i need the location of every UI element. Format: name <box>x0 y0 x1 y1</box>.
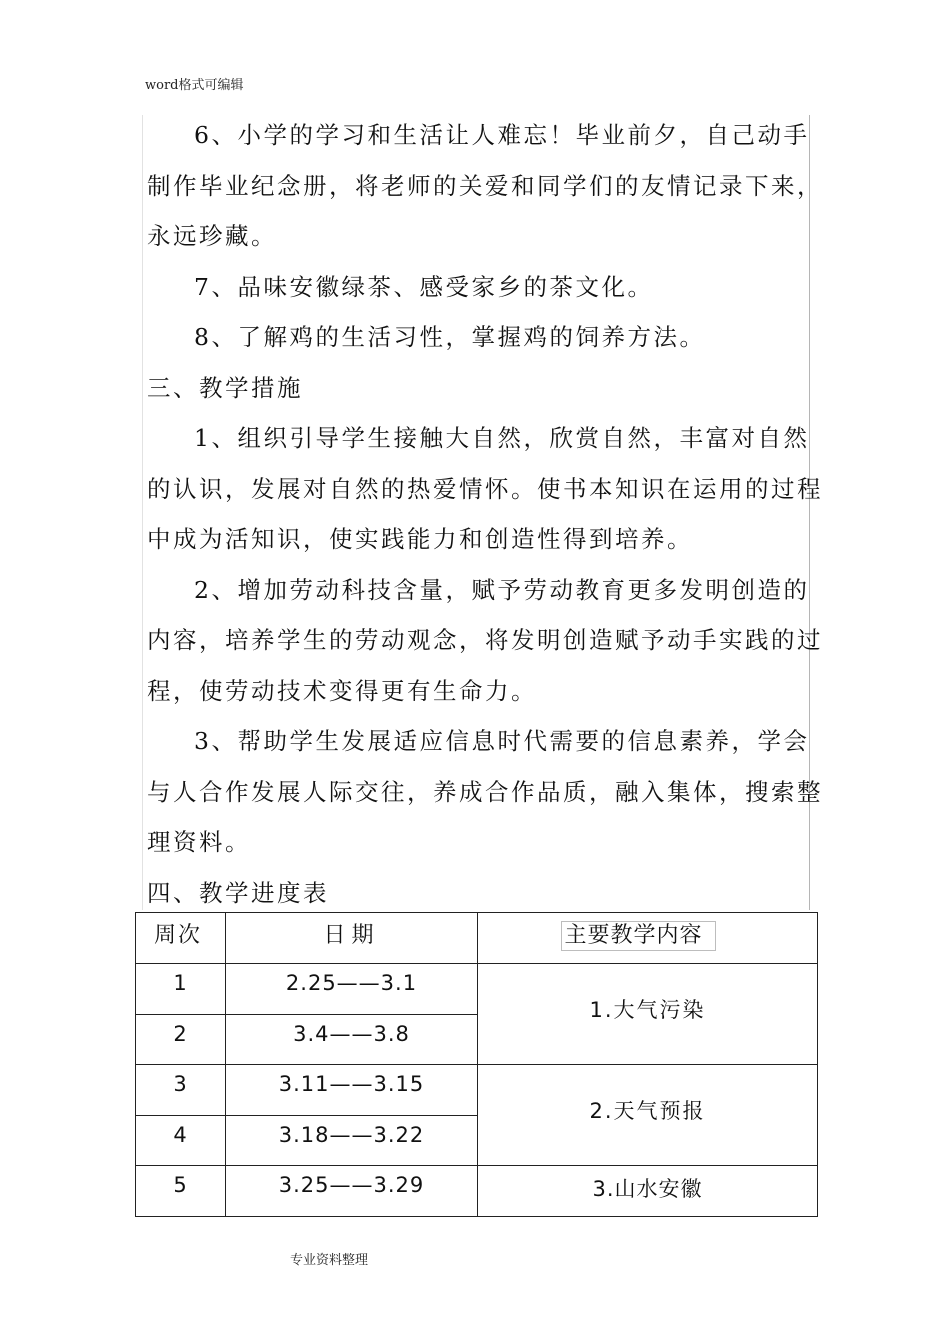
paragraph-continuation: 的认识，发展对自然的热爱情怀。使书本知识在运用的过程 <box>147 474 823 503</box>
table-row <box>136 964 818 1015</box>
date-cell: 3.4——3.8 <box>226 1014 478 1065</box>
paragraph-item-8: 8、了解鸡的生活习性，掌握鸡的饲养方法。 <box>194 323 706 351</box>
paragraph-continuation: 内容，培养学生的劳动观念，将发明创造赋予动手实践的过 <box>147 626 823 654</box>
header-note: word格式可编辑 <box>145 78 244 93</box>
paragraph-continuation: 中成为活知识，使实践能力和创造性得到培养。 <box>147 525 693 553</box>
week-cell: 5 <box>136 1166 226 1217</box>
section-heading-teaching-measures: 三、教学措施 <box>147 373 303 402</box>
table-row <box>136 1166 818 1217</box>
section-heading-schedule: 四、教学进度表 <box>147 878 329 907</box>
paragraph-continuation: 永远珍藏。 <box>147 222 277 250</box>
week-cell: 3 <box>136 1065 226 1116</box>
document-body <box>147 110 823 918</box>
paragraph-item-6: 6、小学的学习和生活让人难忘！毕业前夕，自己动手 <box>194 121 810 149</box>
page-frame-left-border <box>142 115 143 910</box>
week-cell: 4 <box>136 1115 226 1166</box>
measure-item-1: 1、组织引导学生接触大自然，欣赏自然，丰富对自然 <box>194 424 810 452</box>
paragraph-continuation: 程，使劳动技术变得更有生命力。 <box>147 676 537 705</box>
footer-note: 专业资料整理 <box>290 1253 369 1268</box>
measure-item-2: 2、增加劳动科技含量，赋予劳动教育更多发明创造的 <box>194 575 810 604</box>
content-cell: 2.天气预报 <box>478 1065 818 1166</box>
table-row <box>136 1065 818 1116</box>
date-cell: 3.25——3.29 <box>226 1166 478 1217</box>
paragraph-continuation: 与人合作发展人际交往，养成合作品质，融入集体，搜索整 <box>147 777 823 806</box>
header-date: 日期 <box>226 913 478 964</box>
paragraph-item-7: 7、品味安徽绿茶、感受家乡的茶文化。 <box>194 272 654 301</box>
header-content: 主要教学内容 <box>478 913 818 964</box>
measure-item-3: 3、帮助学生发展适应信息时代需要的信息素养，学会 <box>194 727 810 755</box>
week-cell: 1 <box>136 964 226 1015</box>
table-header-row <box>136 913 818 964</box>
week-cell: 2 <box>136 1014 226 1065</box>
date-cell: 3.11——3.15 <box>226 1065 478 1116</box>
content-cell: 1.大气污染 <box>478 964 818 1065</box>
date-cell: 2.25——3.1 <box>226 964 478 1015</box>
paragraph-continuation: 理资料。 <box>147 828 251 856</box>
header-week: 周次 <box>136 913 226 964</box>
paragraph-continuation: 制作毕业纪念册，将老师的关爱和同学们的友情记录下来， <box>147 171 823 200</box>
content-cell: 3.山水安徽 <box>478 1166 818 1217</box>
date-cell: 3.18——3.22 <box>226 1115 478 1166</box>
schedule-table <box>135 912 818 1217</box>
